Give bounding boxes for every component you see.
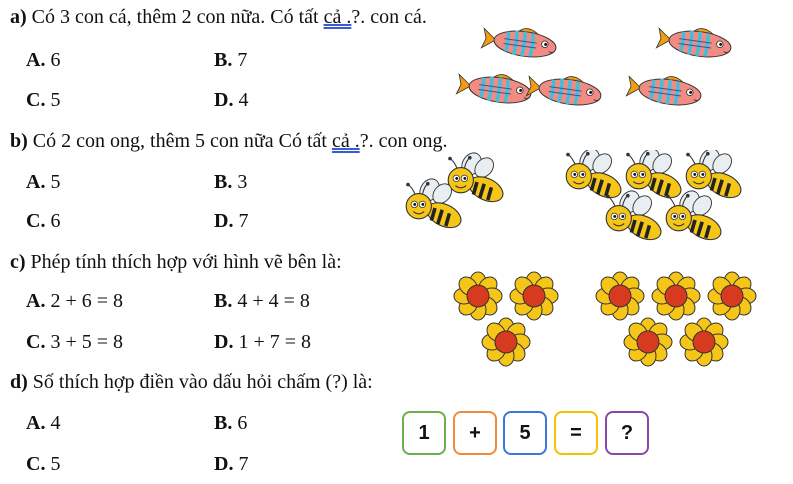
bee-icon xyxy=(448,150,507,207)
question-b-text: Có 2 con ong, thêm 5 con nữa Có tất xyxy=(32,130,332,152)
option-c-C[interactable]: C. 3 + 5 = 8 xyxy=(26,331,124,353)
flower-icon xyxy=(482,318,530,366)
option-d-A[interactable]: A. 4 xyxy=(26,412,61,434)
option-b-C[interactable]: C. 6 xyxy=(26,210,61,232)
option-c-A[interactable]: A. 2 + 6 = 8 xyxy=(26,290,124,312)
option-d-D[interactable]: D. 7 xyxy=(214,453,249,475)
question-c xyxy=(10,251,342,274)
option-c-B[interactable]: B. 4 + 4 = 8 xyxy=(214,290,310,312)
flower-icon xyxy=(510,272,558,320)
fish-icon xyxy=(481,24,558,61)
option-b-D[interactable]: D. 7 xyxy=(214,210,249,232)
question-a-letter: a) xyxy=(10,6,27,28)
question-d-letter: d) xyxy=(10,371,28,393)
bee-icon xyxy=(566,150,625,203)
question-a-text: Có 3 con cá, thêm 2 con nữa. Có tất xyxy=(31,6,324,28)
equation-box-4: = xyxy=(554,411,598,455)
question-a-text-end: ?. con cá. xyxy=(351,6,427,28)
flower-icon xyxy=(680,318,728,366)
option-d-B[interactable]: B. 6 xyxy=(214,412,248,434)
question-b-text-end: ?. con ong. xyxy=(359,130,448,152)
flower-icon xyxy=(708,272,756,320)
question-d xyxy=(10,371,373,394)
equation-box-5: ? xyxy=(605,411,649,455)
option-a-A[interactable]: A. 6 xyxy=(26,49,61,71)
question-a xyxy=(10,6,427,29)
equation-box-3: 5 xyxy=(503,411,547,455)
option-a-C[interactable]: C. 5 xyxy=(26,89,61,111)
option-b-A[interactable]: A. 5 xyxy=(26,171,61,193)
flower-icon xyxy=(596,272,644,320)
fish-illustration xyxy=(440,24,740,114)
question-c-letter: c) xyxy=(10,251,26,273)
question-b xyxy=(10,130,447,153)
flower-icon xyxy=(454,272,502,320)
fish-icon xyxy=(456,69,533,107)
option-c-D[interactable]: D. 1 + 7 = 8 xyxy=(214,331,312,353)
question-c-text: Phép tính thích hợp với hình vẽ bên là: xyxy=(30,251,342,273)
flower-illustration xyxy=(440,266,770,370)
fish-icon xyxy=(656,24,733,61)
equation-box-2: + xyxy=(453,411,497,455)
flower-icon xyxy=(624,318,672,366)
bee-illustration xyxy=(400,150,750,250)
fish-icon xyxy=(526,71,603,109)
option-a-D[interactable]: D. 4 xyxy=(214,89,249,111)
question-d-text: Số thích hợp điền vào dấu hỏi chấm (?) là: xyxy=(32,371,373,393)
question-b-underlined: cả . xyxy=(331,130,360,152)
question-b-letter: b) xyxy=(10,130,28,152)
fish-icon xyxy=(626,71,703,109)
flower-icon xyxy=(652,272,700,320)
question-a-underlined: cả . xyxy=(323,6,352,28)
option-a-B[interactable]: B. 7 xyxy=(214,49,248,71)
option-b-B[interactable]: B. 3 xyxy=(214,171,248,193)
equation-box-1: 1 xyxy=(402,411,446,455)
option-d-C[interactable]: C. 5 xyxy=(26,453,61,475)
